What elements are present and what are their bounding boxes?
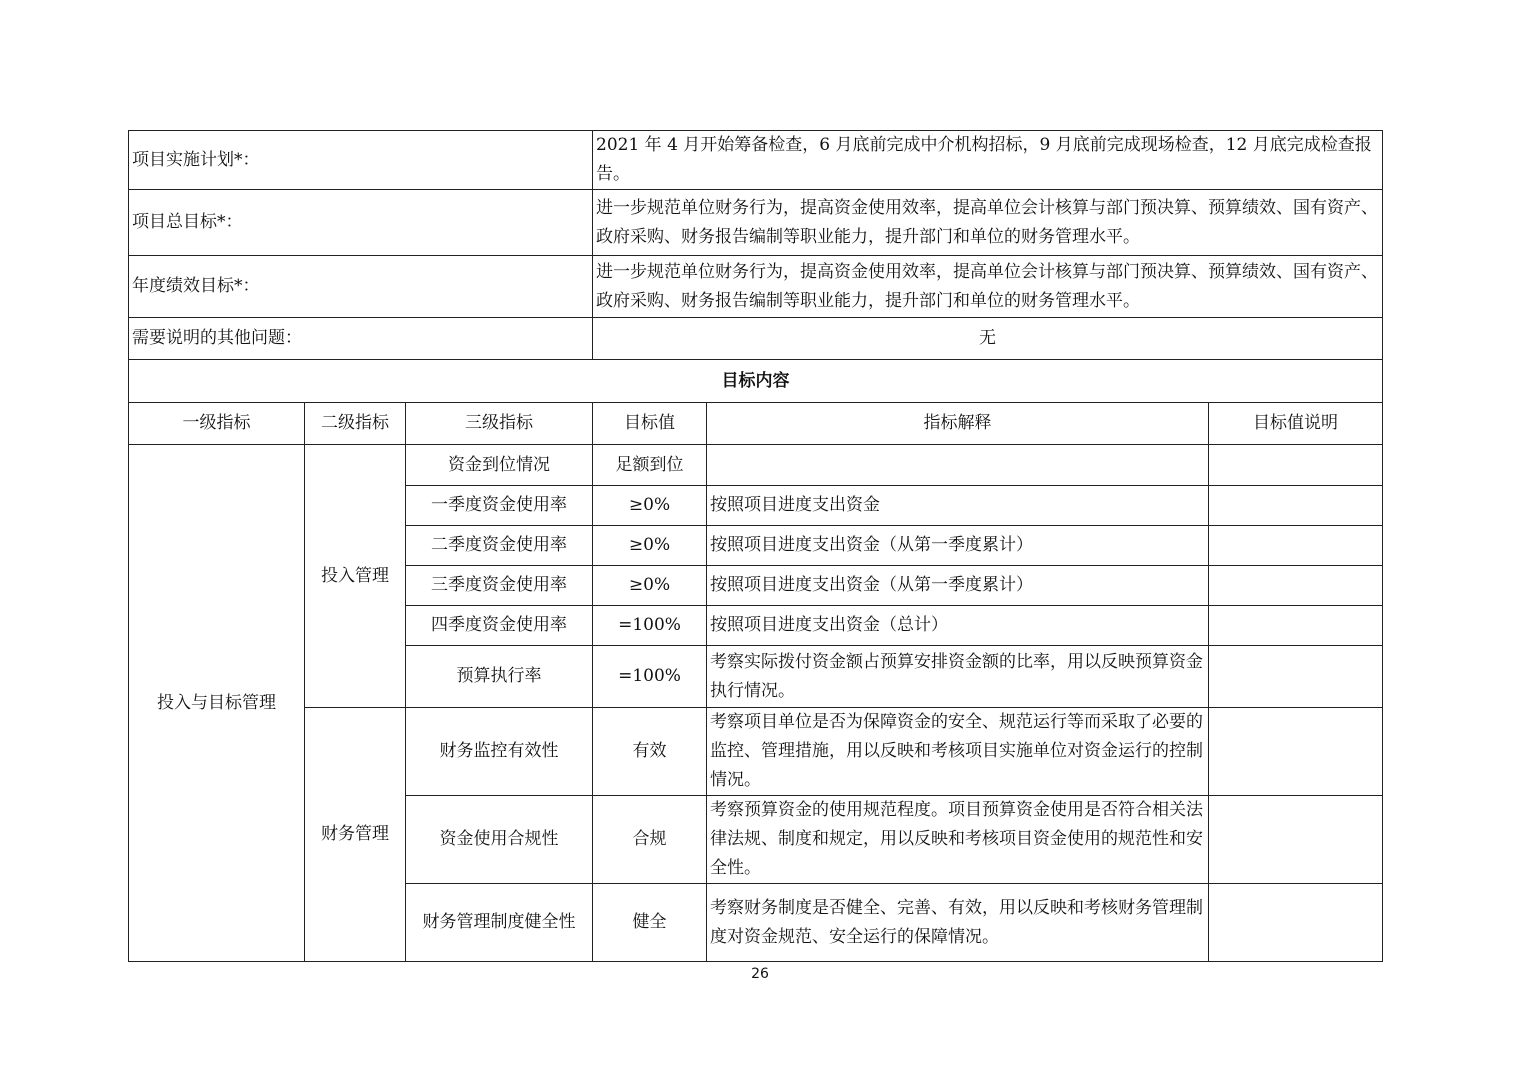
info-row-other-issues: [129, 318, 1383, 360]
info-value: 无: [593, 318, 1383, 360]
note-cell: [1209, 708, 1383, 796]
performance-target-table: [128, 130, 1383, 962]
target-cell: 合规: [593, 796, 707, 884]
note-cell: [1209, 445, 1383, 486]
column-header: 指标解释: [707, 403, 1209, 445]
explain-cell: 考察预算资金的使用规范程度。项目预算资金使用是否符合相关法律法规、制度和规定，用以反映和考核项目资金使用的规范性和安全性。: [707, 796, 1209, 884]
target-cell: ≥0%: [593, 486, 707, 526]
explain-cell: 按照项目进度支出资金（总计）: [707, 606, 1209, 646]
note-cell: [1209, 526, 1383, 566]
note-cell: [1209, 606, 1383, 646]
level3-cell: 预算执行率: [406, 646, 593, 708]
info-label: 项目实施计划*：: [129, 131, 593, 190]
level3-cell: 资金使用合规性: [406, 796, 593, 884]
page-number: 26: [751, 966, 769, 982]
info-value: 进一步规范单位财务行为，提高资金使用效率，提高单位会计核算与部门预决算、预算绩效、国有资产、政府采购、财务报告编制等职业能力，提升部门和单位的财务管理水平。: [593, 256, 1383, 318]
explain-cell: [707, 445, 1209, 486]
note-cell: [1209, 566, 1383, 606]
level3-cell: 财务监控有效性: [406, 708, 593, 796]
section-row: [129, 360, 1383, 403]
level2-cell: 财务管理: [305, 708, 406, 962]
explain-cell: 考察项目单位是否为保障资金的安全、规范运行等而采取了必要的监控、管理措施，用以反映和考核项目实施单位对资金运行的控制情况。: [707, 708, 1209, 796]
level3-cell: 三季度资金使用率: [406, 566, 593, 606]
explain-cell: 按照项目进度支出资金: [707, 486, 1209, 526]
level3-cell: 财务管理制度健全性: [406, 884, 593, 962]
column-header: 目标值说明: [1209, 403, 1383, 445]
table-row: [129, 708, 1383, 796]
info-row-plan: [129, 131, 1383, 190]
column-header: 一级指标: [129, 403, 305, 445]
note-cell: [1209, 884, 1383, 962]
level2-cell: 投入管理: [305, 445, 406, 708]
info-value: 进一步规范单位财务行为，提高资金使用效率，提高单位会计核算与部门预决算、预算绩效、国有资产、政府采购、财务报告编制等职业能力，提升部门和单位的财务管理水平。: [593, 190, 1383, 256]
level3-cell: 一季度资金使用率: [406, 486, 593, 526]
level3-cell: 二季度资金使用率: [406, 526, 593, 566]
info-label: 需要说明的其他问题：: [129, 318, 593, 360]
target-cell: 有效: [593, 708, 707, 796]
info-row-overall-goal: [129, 190, 1383, 256]
target-cell: ≥0%: [593, 566, 707, 606]
level1-cell: 投入与目标管理: [129, 445, 305, 962]
level3-cell: 资金到位情况: [406, 445, 593, 486]
target-cell: 足额到位: [593, 445, 707, 486]
column-header: 二级指标: [305, 403, 406, 445]
info-value: 2021 年 4 月开始筹备检查，6 月底前完成中介机构招标，9 月底前完成现场检查，12 月底完成检查报告。: [593, 131, 1383, 190]
note-cell: [1209, 486, 1383, 526]
note-cell: [1209, 646, 1383, 708]
explain-cell: 按照项目进度支出资金（从第一季度累计）: [707, 566, 1209, 606]
level3-cell: 四季度资金使用率: [406, 606, 593, 646]
target-cell: 健全: [593, 884, 707, 962]
info-label: 年度绩效目标*：: [129, 256, 593, 318]
note-cell: [1209, 796, 1383, 884]
target-cell: =100%: [593, 606, 707, 646]
target-cell: ≥0%: [593, 526, 707, 566]
explain-cell: 考察财务制度是否健全、完善、有效，用以反映和考核财务管理制度对资金规范、安全运行的保障情况。: [707, 884, 1209, 962]
table-row: [129, 445, 1383, 486]
explain-cell: 按照项目进度支出资金（从第一季度累计）: [707, 526, 1209, 566]
section-title: 目标内容: [129, 360, 1383, 403]
header-row: [129, 403, 1383, 445]
explain-cell: 考察实际拨付资金额占预算安排资金额的比率，用以反映预算资金执行情况。: [707, 646, 1209, 708]
info-label: 项目总目标*：: [129, 190, 593, 256]
column-header: 三级指标: [406, 403, 593, 445]
info-row-annual-goal: [129, 256, 1383, 318]
target-cell: =100%: [593, 646, 707, 708]
column-header: 目标值: [593, 403, 707, 445]
